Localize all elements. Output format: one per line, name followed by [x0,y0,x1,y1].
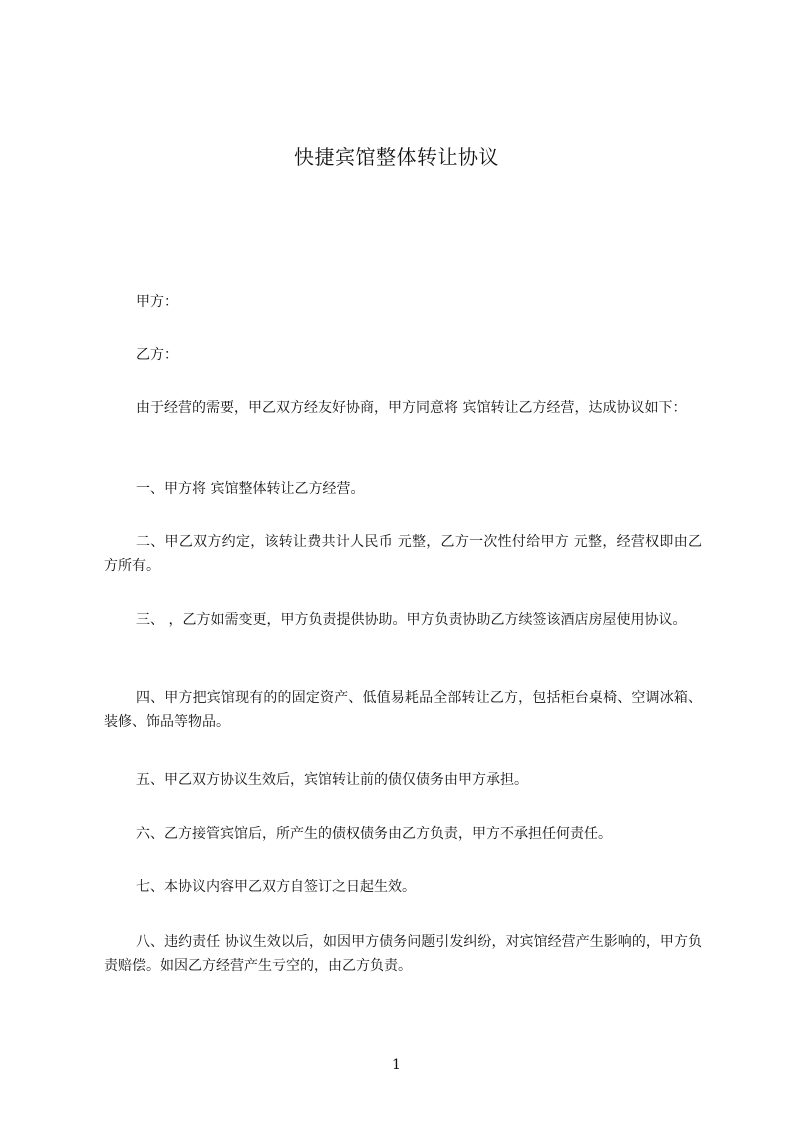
page-number: 1 [392,1057,401,1073]
clause-2: 二、甲乙双方约定，该转让费共计人民币 元整，乙方一次性付给甲方 元整，经营权即由乙方所有。 [104,534,702,574]
clause-7: 七、本协议内容甲乙双方自签订之日起生效。 [136,879,416,895]
party-b-line: 乙方： [136,347,178,363]
party-a-line: 甲方： [136,294,178,310]
document-title: 快捷宾馆整体转让协议 [294,145,499,169]
clause-3: 三、 ，乙方如需变更，甲方负责提供协助。甲方负责协助乙方续签该酒店房屋使用协议。 [136,612,687,628]
clause-6: 六、乙方接管宾馆后，所产生的债权债务由乙方负责，甲方不承担任何责任。 [136,826,612,842]
preamble-paragraph: 由于经营的需要，甲乙双方经友好协商，甲方同意将 宾馆转让乙方经营，达成协议如下： [136,400,687,416]
clause-4: 四、甲方把宾馆现有的的固定资产、低值易耗品全部转让乙方，包括柜台桌椅、空调冰箱、装修、饰品等物品。 [104,690,702,730]
clause-8: 八、违约责任 协议生效以后，如因甲方债务问题引发纠纷，对宾馆经营产生影响的，甲方负责赔偿。如因乙方经营产生亏空的，由乙方负责。 [104,934,702,974]
clause-1: 一、甲方将 宾馆整体转让乙方经营。 [136,481,365,497]
clause-5: 五、甲乙双方协议生效后，宾馆转让前的债仅债务由甲方承担。 [136,772,528,788]
